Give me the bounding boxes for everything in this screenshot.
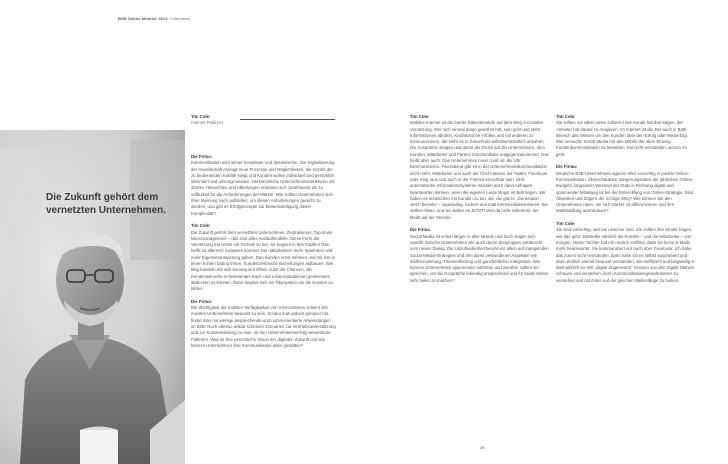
byline-role: Internet Publizist <box>191 120 223 126</box>
section-name: Interviews <box>171 16 191 21</box>
text-column-2 <box>410 114 550 284</box>
byline-rule <box>240 119 335 120</box>
article-headline: Die Zukunft gehört dem vernetzten Unternehmen. <box>46 192 167 216</box>
question-text: Social Media ist schon länger in aller Munde und doch zeigen sich sowohl manche Unternehmen wie auch deren Zielgruppen enttäuscht vom neuen Dialog. Die Unzufriedenheit beruht vor allem auf mangelnden Social-Media-Strategien und den damit verbundenen Aspekten wie Zielformulierung, Themenfindung und ganzheitlicher Integration. Wie können Unternehmen spannender auftreten und worüber sollten sie sprechen, um die Gespräche lebendig ansprechend und für beide Seiten sehr heller zu machen? <box>410 233 549 283</box>
answer-text: Sie sollten vor allem eines zuhören! Der Kunde hat das Sagen, der Anbieter hat darauf zu reagieren. Im Internet ist die Zeit auch in B2B-Bereich das Wissen um den Kunden über den Erfolg oder Misserfolg. Wer versucht, Social Media mit den Mitteln der alten Einweg-Kundenkommunikation zu betreiben, hat nicht verstanden, worum es geht. <box>556 120 688 157</box>
page-number: 45 <box>480 445 485 450</box>
question-label: Die Firma: <box>556 164 578 170</box>
answer-label: Tim Cole: <box>556 114 576 119</box>
portrait-photo <box>0 130 185 464</box>
magazine-name: B2B Online Monitor 2012 <box>118 16 168 21</box>
text-column-1 <box>191 154 336 349</box>
answer-label: Tim Cole: <box>191 223 211 229</box>
question-label: Die Firma: <box>191 298 213 304</box>
answer-text: Sie sind vorsichtig, weil sie unsicher sind. Sie sollten ihre Kinder fragen, wie das geht. Dasselbe nämlich die Kunden – und die Mitarbeiter – von morgen. Meine Tochter hat mir neulich eröffnet, dass sie keine E-Mails mehr beantwortet. Sie kommuniziert nur noch über Facebook. Ich habe das zuerst nicht verstanden, dann habe ich es selbst ausprobiert und dann endlich einmal bewusst verstanden, wie ineffizient und langweilig E-Mail wirklich ist. Wir „digital Zugereisten“ müssen von den Digital Natives schauen und verstehen, denn Kommunikationsgewohnheiten zu verstehen und mit ihnen auf der gleichen Wellenlänge zu funken. <box>556 227 696 283</box>
question-text: Kommunikation wird immer komplexer und dynamischer. Die Digitalisierung der Gesellschaft erzeugt neue Prozesse und Möglichkeiten, die Anzahl der zu bedienenden Kanäle steigt und Kunden wollen individuell und persönlich informiert und umsorgt werden. Herkömmliche Unternehmensstrukturen mit starren Hierarchien und Abteilungen erweisen sich zunehmend als zu unflexibel für die Anforderungen der Märkte. Wie sollten Unternehmen sich Ihrer Meinung nach aufstellen, um diesen Anforderungen gerecht zu werden, und gibt es Erfolgsrezepte zur Bewerkstelligung dieser Komplexität? <box>191 160 335 216</box>
question-text: Die Wichtigkeit der mobilen Verfügbarkeit von Informationen scheint den meisten Unternehmen bewusst zu sein. Schaut man jedoch genauer hin, findet man nur wenige ansprechende und nutzerorientierte Anwendungen im B2B. Noch ebenso unklar scheinen Szenarien zur Vertriebsunterstützung und zur Kundenbindung zu sein. Ist den Unternehmenserfolg wesentliche Faktoren. Was ist Ihre persönliche Vision der digitalen Zukunft und wie können Unternehmen ihre Kommunikation darin gestalten? <box>191 305 336 348</box>
question-label: Die Firma: <box>191 154 213 159</box>
byline <box>191 114 223 127</box>
byline-name: Tim Cole: <box>191 114 211 119</box>
running-head: B2B Online Monitor 2012 / Interviews <box>118 16 191 21</box>
answer-label: Tim Cole: <box>556 221 576 227</box>
answer-label: Tim Cole: <box>410 114 430 119</box>
answer-text: Die Zukunft gehört dem vernetzten Unternehmen. Zentralismus, Top-down, Micromanagement – das sind alles Auslaufmodelle. Diese Form der Vernetzung hat nichts mit Technik zu tun, sie beginnt in den Köpfen! Das heißt zu allererst: loslassen können! Den Mitarbeitern mehr Spielraum und mehr Eigenverantwortung geben. Den Kunden ernst nehmen und mit ihm in einen echten Dialog treten. Kundenzentrische Beziehungen aufbauen. Wer klug handelt und sich konsequent öffnet, nutzt die Chancen, die Kundenwünsche in bestimmten Kauf- und Lebenssituationen gemeinsam abdecken zu können. Dann beginnt sich ein Ökosystem um die Kunden zu bilden. <box>191 229 336 292</box>
text-column-3 <box>556 114 696 284</box>
question-label: Die Firma: <box>410 227 432 233</box>
answer-text: Mobiles Internet ist die zweite Rakentenstufe auf dem Weg zur totalen Vernetzung. Wer sich einmal daran gewöhnt hat, sein geht und steht Informationen abrufen, Kaufwünsche erfüllen und mit anderen zu kommunizieren, der sieht es in Zukunft als selbstverständlich ansehen. Die Ansprüche steigen und damit der Druck auf die Unternehmen, dem Kunden, Mitarbeiter und Partner kommunikativ entgegenzukommen. Das heißt aber auch: Das Unternehmen muss rund um die Uhr kommunizieren. Feierabend gibt es in der Unternehmenskommunikation nicht mehr. Mitarbeiter und auch der Chef müssen auf Twitter, Facebook oder Xing raus und auch in der Freizeit erreichbar sein. Und automatische Informationssysteme müssen auch dann Anfragen beantworten können, wenn die eigenen Leute längst im Bett liegen. Wir haben es inzwischen mit Kunden zu tun, die, die ganze „Generation Jetzt“ beziehe – ungeduldig, fordern und total kommunikationsbereit. Sie wollen etwas, und sie wollen es JETZT! Wer da nicht mitkommt, der bleibt auf der Strecke. <box>410 120 549 220</box>
question-text: Deutsche B2B-Unternehmen agieren eher vorsichtig in punkto Online-Kommunikation. Überschaubare Steigerungsraten der jährlichen Online-Budgets, langsamer Wechsel der Etats in Richtung digital und spannender Mittelweg ist bei der Entwicklung von Online-Strategie. Sind Abwarten und Zögern der richtige Weg? Wie können Sie den Unternehmen raten, um sich stärker zu differenzieren und ihre Marktstellung auszubauen? <box>556 170 694 214</box>
